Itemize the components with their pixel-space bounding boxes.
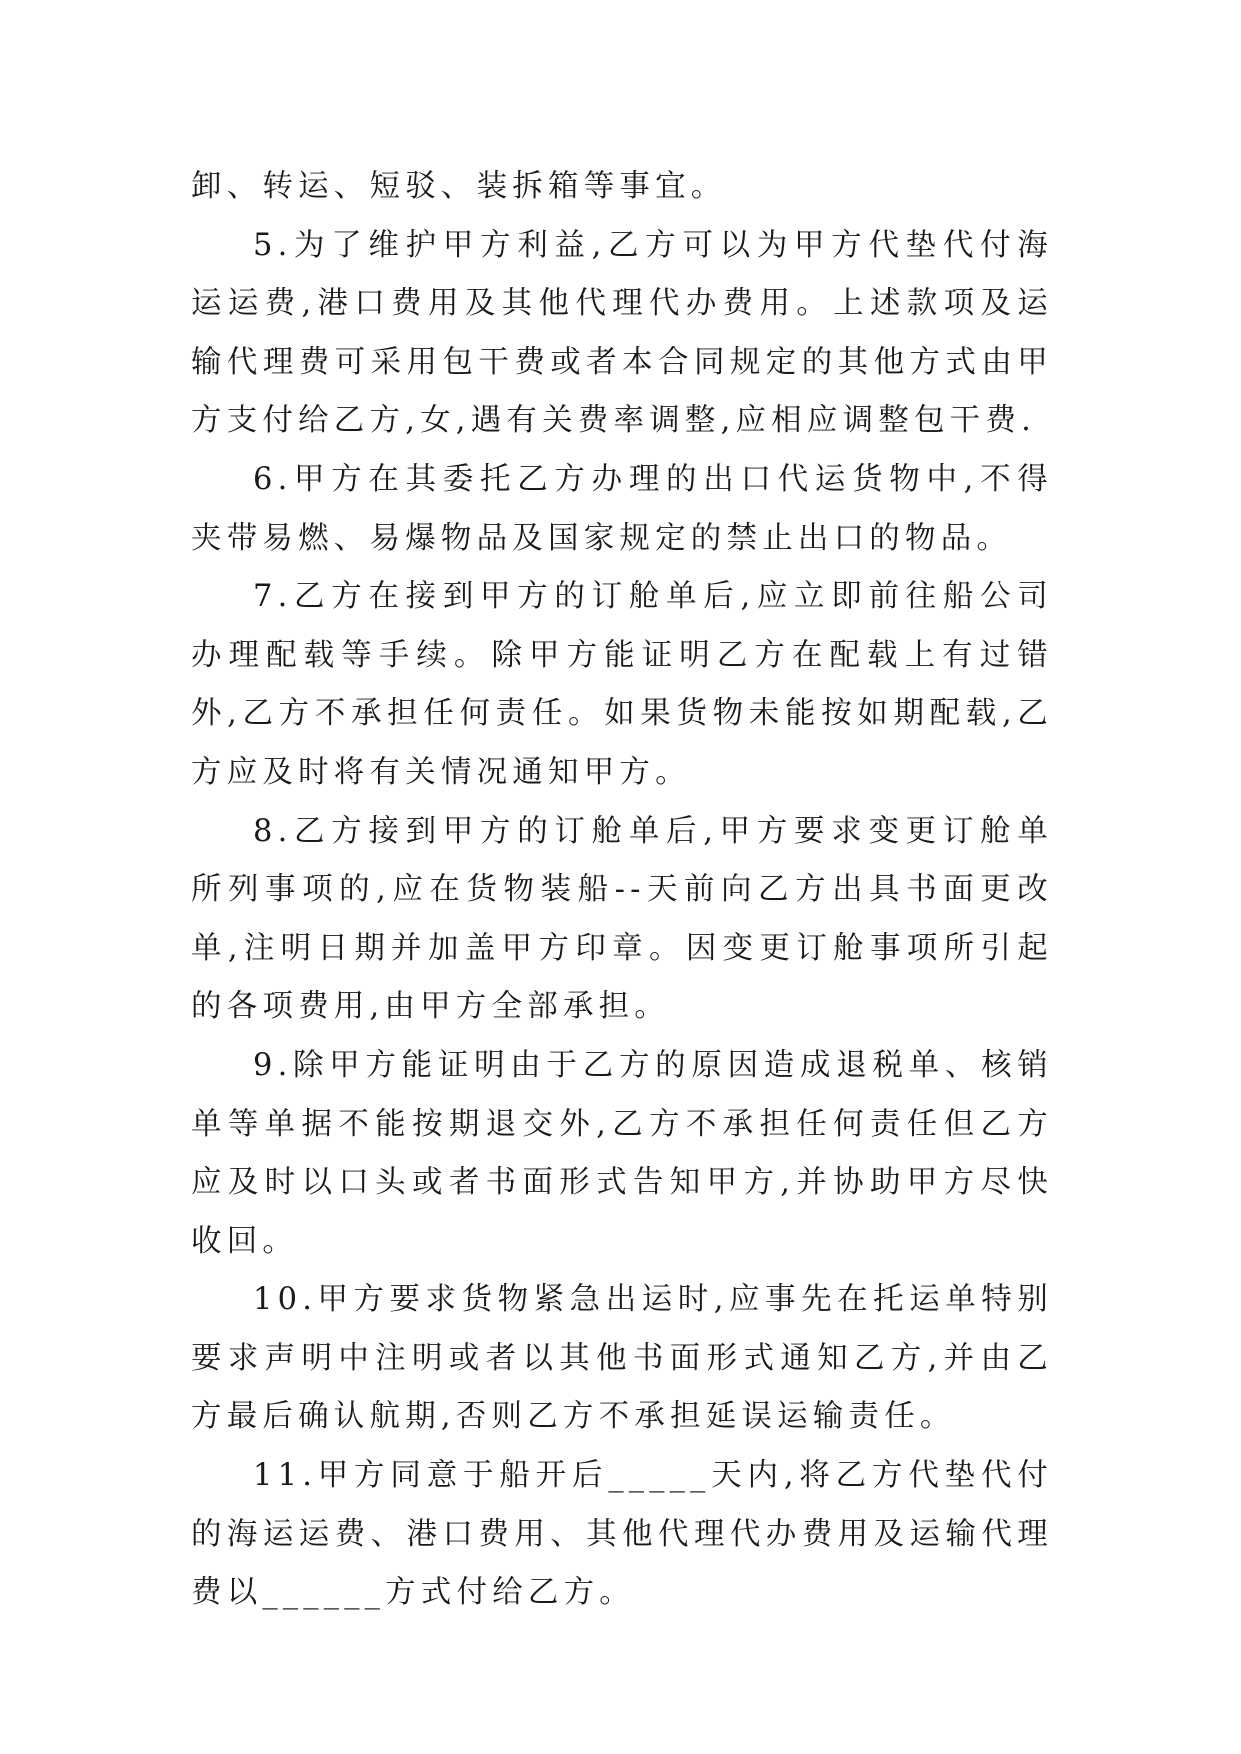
paragraph-clause-10: 10.甲方要求货物紧急出运时,应事先在托运单特别要求声明中注明或者以其他书面形式通知乙方,并由乙方最后确认航期,否则乙方不承担延误运输责任。 [191, 1282, 1053, 1435]
document-page [191, 158, 1053, 1623]
paragraph-clause-11: 11.甲方同意于船开后_____天内,将乙方代垫代付的海运运费、港口费用、其他代理代办费用及运输代理费以______方式付给乙方。 [191, 1458, 1053, 1611]
paragraph-clause-9: 9.除甲方能证明由于乙方的原因造成退税单、核销单等单据不能按期退交外,乙方不承担任何责任但乙方应及时以口头或者书面形式告知甲方,并协助甲方尽快收回。 [191, 1047, 1053, 1259]
paragraph-continuation: 卸、转运、短驳、装拆箱等事宜。 [191, 169, 727, 204]
paragraph-clause-7: 7.乙方在接到甲方的订舱单后,应立即前往船公司办理配载等手续。除甲方能证明乙方在配载上有过错外,乙方不承担任何责任。如果货物未能按如期配载,乙方应及时将有关情况通知甲方。 [191, 579, 1053, 790]
paragraph-clause-5: 5.为了维护甲方利益,乙方可以为甲方代垫代付海运运费,港口费用及其他代理代办费用。上述款项及运输代理费可采用包干费或者本合同规定的其他方式由甲方支付给乙方,女,遇有关费率调整,应相应调整包干费. [191, 227, 1053, 439]
paragraph-clause-6: 6.甲方在其委托乙方办理的出口代运货物中,不得夹带易燃、易爆物品及国家规定的禁止出口的物品。 [191, 461, 1053, 556]
paragraph-clause-8: 8.乙方接到甲方的订舱单后,甲方要求变更订舱单所列事项的,应在货物装船--天前向乙方出具书面更改单,注明日期并加盖甲方印章。因变更订舱事项所引起的各项费用,由甲方全部承担。 [191, 813, 1053, 1025]
